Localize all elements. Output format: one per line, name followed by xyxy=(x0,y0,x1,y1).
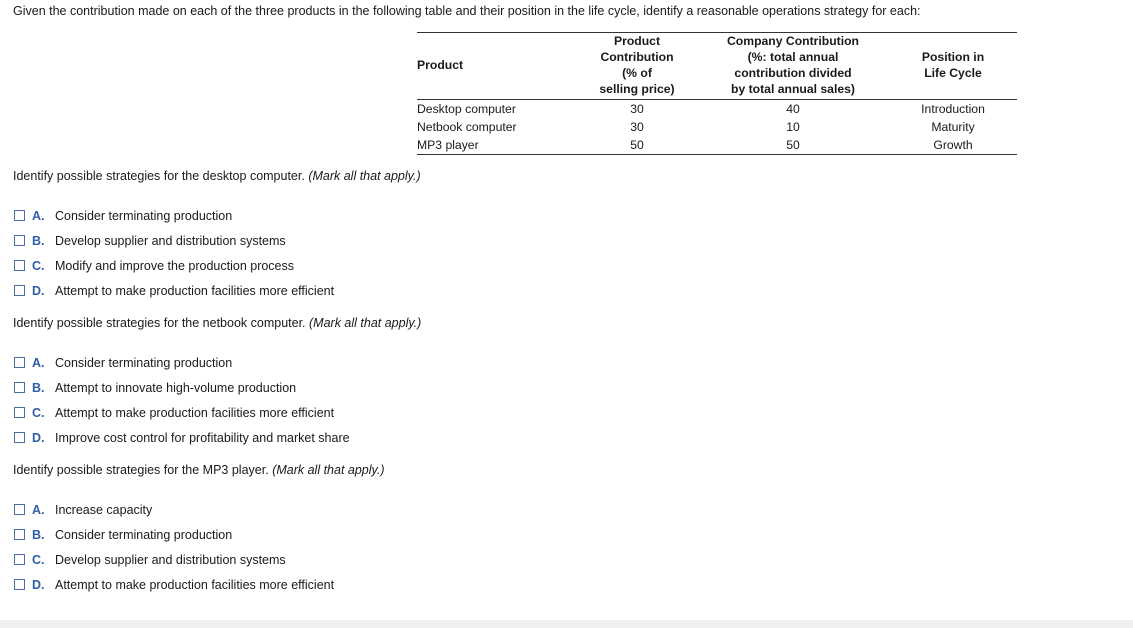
cell-product: MP3 player xyxy=(417,136,577,155)
table-header-row xyxy=(417,33,1017,100)
option-text: Develop supplier and distribution systems xyxy=(55,233,286,248)
option-text: Attempt to innovate high-volume production xyxy=(55,380,297,395)
netbook-option-d[interactable] xyxy=(14,425,350,450)
checkbox[interactable] xyxy=(14,210,25,221)
option-letter: D. xyxy=(32,283,45,298)
option-text: Develop supplier and distribution systems xyxy=(55,552,286,567)
option-letter: B. xyxy=(32,233,45,248)
footer-bar xyxy=(0,620,1133,628)
cell-company-contribution: 10 xyxy=(786,120,800,134)
netbook-option-c[interactable] xyxy=(14,400,350,425)
question-hint: (Mark all that apply.) xyxy=(308,169,421,183)
question-mp3-prompt: Identify possible strategies for the MP3 player. (Mark all that apply.) xyxy=(13,463,385,477)
option-letter: B. xyxy=(32,380,45,395)
option-text: Consider terminating production xyxy=(55,355,233,370)
option-text: Consider terminating production xyxy=(55,208,233,223)
mp3-option-a[interactable] xyxy=(14,497,334,522)
option-letter: C. xyxy=(32,552,45,567)
checkbox[interactable] xyxy=(14,432,25,443)
option-letter: A. xyxy=(32,208,45,223)
desktop-option-b[interactable] xyxy=(14,228,334,253)
option-text: Attempt to make production facilities more efficient xyxy=(55,283,335,298)
netbook-option-a[interactable] xyxy=(14,350,350,375)
question-mp3-options xyxy=(14,497,334,597)
option-text: Modify and improve the production process xyxy=(55,258,295,273)
mp3-option-b[interactable] xyxy=(14,522,334,547)
option-letter: C. xyxy=(32,405,45,420)
table-row xyxy=(417,118,1017,136)
checkbox[interactable] xyxy=(14,554,25,565)
desktop-option-a[interactable] xyxy=(14,203,334,228)
instructions-text: Given the contribution made on each of the three products in the following table and their position in the life cycle, identify a reasonable operations strategy for each: xyxy=(13,4,921,18)
question-netbook-options xyxy=(14,350,350,450)
header-life-cycle: Position in Life Cycle xyxy=(889,33,1017,100)
cell-product: Netbook computer xyxy=(417,120,517,134)
product-table xyxy=(417,32,1017,155)
checkbox[interactable] xyxy=(14,529,25,540)
cell-product-contribution: 30 xyxy=(630,102,644,116)
checkbox[interactable] xyxy=(14,285,25,296)
question-hint: (Mark all that apply.) xyxy=(272,463,385,477)
mp3-option-d[interactable] xyxy=(14,572,334,597)
header-product: Product xyxy=(417,33,577,100)
option-letter: D. xyxy=(32,577,45,592)
checkbox[interactable] xyxy=(14,260,25,271)
option-text: Attempt to make production facilities more efficient xyxy=(55,405,335,420)
netbook-option-b[interactable] xyxy=(14,375,350,400)
question-desktop-options xyxy=(14,203,334,303)
checkbox[interactable] xyxy=(14,407,25,418)
option-letter: C. xyxy=(32,258,45,273)
checkbox[interactable] xyxy=(14,382,25,393)
option-text: Improve cost control for profitability and market share xyxy=(55,430,350,445)
cell-life-cycle: Growth xyxy=(889,136,1017,155)
checkbox[interactable] xyxy=(14,504,25,515)
question-desktop-prompt: Identify possible strategies for the desktop computer. (Mark all that apply.) xyxy=(13,169,421,183)
question-hint: (Mark all that apply.) xyxy=(309,316,422,330)
option-letter: D. xyxy=(32,430,45,445)
checkbox[interactable] xyxy=(14,235,25,246)
cell-life-cycle: Introduction xyxy=(921,102,985,116)
header-product-contribution: Product Contribution (% of selling price) xyxy=(577,33,697,100)
checkbox[interactable] xyxy=(14,579,25,590)
checkbox[interactable] xyxy=(14,357,25,368)
table-row xyxy=(417,136,1017,155)
cell-product-contribution: 50 xyxy=(577,136,697,155)
mp3-option-c[interactable] xyxy=(14,547,334,572)
option-text: Increase capacity xyxy=(55,502,153,517)
option-letter: A. xyxy=(32,355,45,370)
cell-company-contribution: 50 xyxy=(697,136,889,155)
cell-product: Desktop computer xyxy=(417,102,516,116)
table-row xyxy=(417,100,1017,119)
cell-product-contribution: 30 xyxy=(630,120,644,134)
option-letter: B. xyxy=(32,527,45,542)
desktop-option-d[interactable] xyxy=(14,278,334,303)
cell-company-contribution: 40 xyxy=(786,102,800,116)
question-netbook-prompt: Identify possible strategies for the netbook computer. (Mark all that apply.) xyxy=(13,316,422,330)
option-text: Attempt to make production facilities more efficient xyxy=(55,577,335,592)
header-company-contribution: Company Contribution (%: total annual contribution divided by total annual sales) xyxy=(697,33,889,100)
option-text: Consider terminating production xyxy=(55,527,233,542)
option-letter: A. xyxy=(32,502,45,517)
cell-life-cycle: Maturity xyxy=(931,120,975,134)
desktop-option-c[interactable] xyxy=(14,253,334,278)
